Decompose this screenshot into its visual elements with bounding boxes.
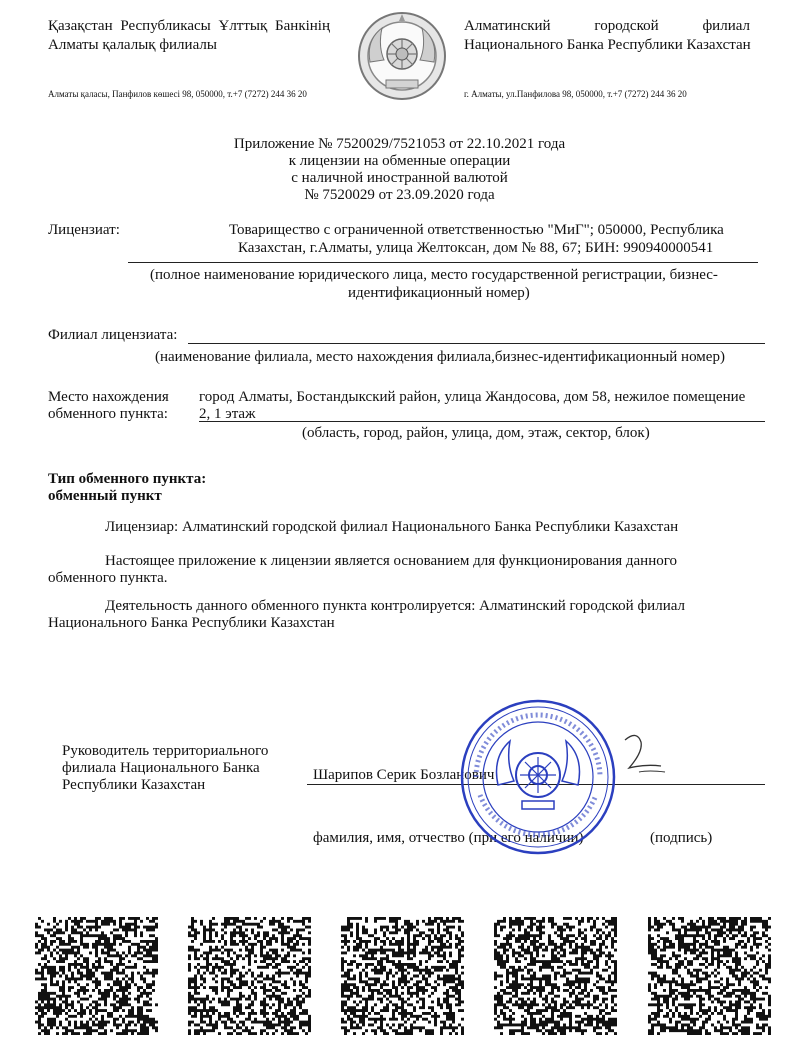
location-value-line1: город Алматы, Бостандыкский район, улица Жандосова, дом 58, нежилое помещение: [199, 389, 746, 405]
qr-code-icon: [341, 917, 464, 1035]
qr-code-icon: [648, 917, 771, 1035]
header-ru-line1: Алматинский городской филиал: [464, 18, 750, 34]
licensee-caption-line1: (полное наименование юридического лица, место государственной регистрации, бизнес-: [150, 267, 718, 283]
location-label-line1: Место нахождения: [48, 389, 169, 405]
type-value: обменный пункт: [48, 488, 162, 504]
location-value-line2: 2, 1 этаж: [199, 406, 256, 422]
location-underline: [199, 421, 765, 422]
signer-role-line1: Руководитель территориального: [62, 743, 269, 759]
sign-caption: (подпись): [650, 830, 713, 846]
licensor-text: Лицензиар: Алматинский городской филиал Национального Банка Республики Казахстан: [105, 519, 679, 535]
branch-label: Филиал лицензиата:: [48, 327, 178, 343]
licensee-value-line2: Казахстан, г.Алматы, улица Желтоксан, дом № 88, 67; БИН: 990940000541: [238, 240, 714, 256]
handwritten-signature: [615, 728, 670, 780]
signer-name: Шарипов Серик Бозланович: [313, 767, 495, 783]
para3-line1: Деятельность данного обменного пункта контролируется: Алматинский городской филиал: [105, 598, 685, 614]
para2-line1: Настоящее приложение к лицензии является основанием для функционирования данного: [105, 553, 678, 569]
header-kz-line1: Қазақстан Республикасы Ұлттық Банкінің: [48, 18, 330, 34]
kazakhstan-emblem-icon: [356, 10, 448, 102]
qr-code-icon: [188, 917, 311, 1035]
qr-code-icon: [35, 917, 158, 1035]
para3-line2: Национального Банка Республики Казахстан: [48, 615, 335, 631]
header-kz-line2: Алматы қалалық филиалы: [48, 37, 217, 53]
header-ru-line2: Национального Банка Республики Казахстан: [464, 37, 751, 53]
signer-role-line2: филиала Национального Банка: [62, 760, 260, 776]
title-line1: Приложение № 7520029/7521053 от 22.10.2021 года: [233, 136, 566, 152]
licensee-value-line1: Товарищество с ограниченной ответственностью "МиГ"; 050000, Республика: [229, 222, 724, 238]
para2-line2: обменного пункта.: [48, 570, 168, 586]
title-line4: № 7520029 от 23.09.2020 года: [304, 187, 495, 203]
title-line2: к лицензии на обменные операции: [288, 153, 511, 169]
header-kz-address: Алматы қаласы, Панфилов көшесі 98, 050000, т.+7 (7272) 244 36 20: [48, 89, 307, 99]
branch-caption: (наименование филиала, место нахождения филиала,бизнес-идентификационный номер): [155, 349, 725, 365]
qr-code-icon: [494, 917, 617, 1035]
branch-underline: [188, 343, 765, 344]
location-caption: (область, город, район, улица, дом, этаж, сектор, блок): [302, 425, 650, 441]
official-stamp-icon: [458, 697, 618, 857]
licensee-caption-line2: идентификационный номер): [348, 285, 530, 301]
location-label-line2: обменного пункта:: [48, 406, 168, 422]
header-ru-address: г. Алматы, ул.Панфилова 98, 050000, т.+7 (7272) 244 36 20: [464, 89, 687, 99]
title-line3: с наличной иностранной валютой: [291, 170, 508, 186]
type-label: Тип обменного пункта:: [48, 471, 207, 487]
signer-role-line3: Республики Казахстан: [62, 777, 206, 793]
licensee-label: Лицензиат:: [48, 222, 120, 238]
fio-caption: фамилия, имя, отчество (при его наличии): [313, 830, 584, 846]
licensee-underline: [128, 262, 758, 263]
